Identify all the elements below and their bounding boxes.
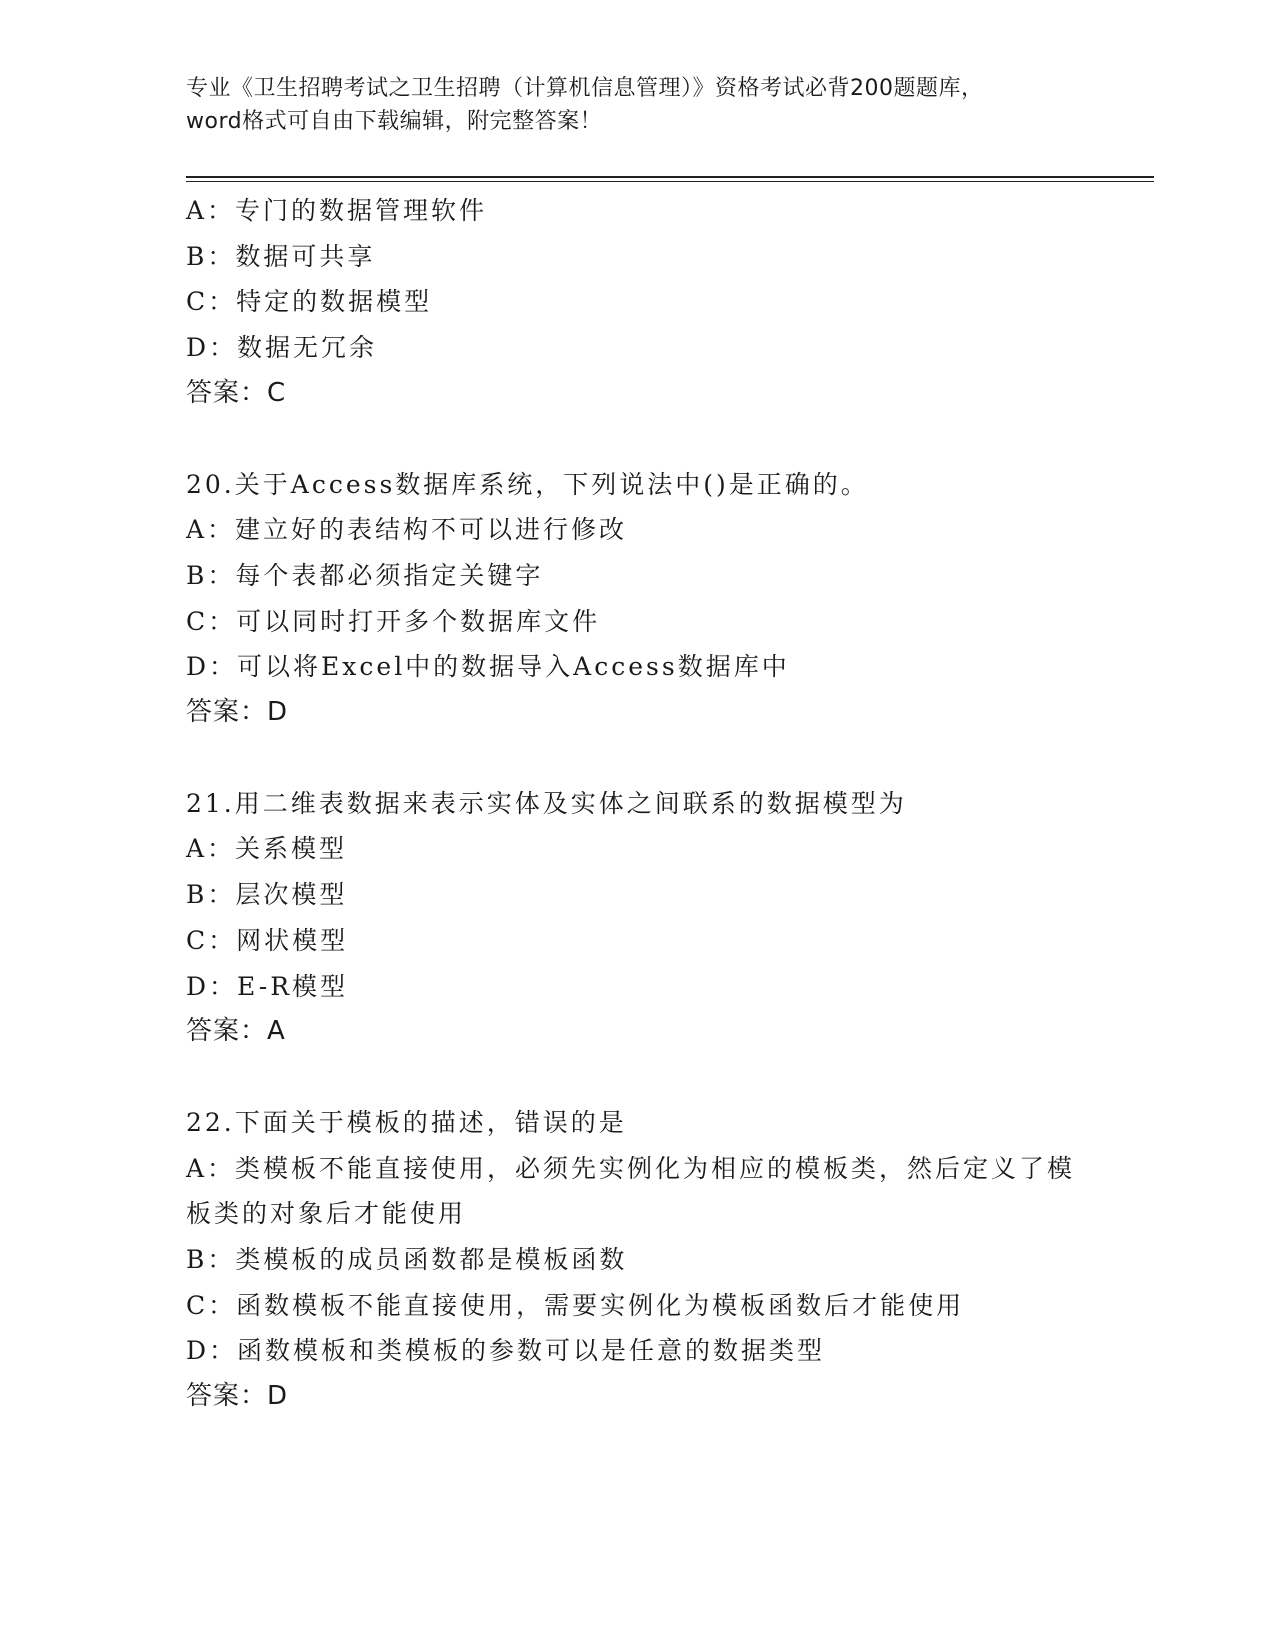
option-c: C：可以同时打开多个数据库文件 <box>186 606 601 636</box>
question-block-20 <box>186 462 1086 736</box>
spacer <box>186 417 1086 462</box>
option-c: C：函数模板不能直接使用，需要实例化为模板函数后才能使用 <box>186 1290 965 1320</box>
answer-label: 答案：C <box>186 377 287 408</box>
question-stem: 21.用二维表数据来表示实体及实体之间联系的数据模型为 <box>186 788 907 818</box>
question-list <box>186 188 1086 1420</box>
header-line-1: 专业《卫生招聘考试之卫生招聘（计算机信息管理）》资格考试必背200题题库， <box>186 76 984 101</box>
option-c: C：特定的数据模型 <box>186 287 433 317</box>
answer-label: 答案：D <box>186 697 289 728</box>
header-divider-thick <box>186 176 1154 178</box>
question-stem: 22.下面关于模板的描述，错误的是 <box>186 1107 627 1137</box>
header-line-2: word格式可自由下载编辑，附完整答案！ <box>186 109 603 134</box>
question-block-22 <box>186 1100 1086 1420</box>
option-b: B：层次模型 <box>186 880 348 910</box>
spacer <box>186 1055 1086 1100</box>
question-block-19 <box>186 188 1086 417</box>
option-a: A：建立好的表结构不可以进行修改 <box>186 515 628 545</box>
answer-label: 答案：D <box>186 1381 289 1412</box>
option-b: B：类模板的成员函数都是模板函数 <box>186 1245 628 1275</box>
question-stem: 20.关于Access数据库系统，下列说法中()是正确的。 <box>186 469 869 499</box>
header-divider-thin <box>186 181 1154 182</box>
option-b: B：每个表都必须指定关键字 <box>186 560 544 590</box>
option-c: C：网状模型 <box>186 925 349 955</box>
option-d: D：函数模板和类模板的参数可以是任意的数据类型 <box>186 1336 826 1366</box>
option-d: D：数据无冗余 <box>186 333 378 363</box>
answer-label: 答案：A <box>186 1016 286 1047</box>
option-a: A：类模板不能直接使用，必须先实例化为相应的模板类，然后定义了模板类的对象后才能使用 <box>186 1153 1076 1229</box>
document-header <box>186 72 1086 138</box>
option-a: A：专门的数据管理软件 <box>186 196 488 225</box>
option-b: B：数据可共享 <box>186 241 376 271</box>
option-d: D：E-R模型 <box>186 971 349 1001</box>
option-a: A：关系模型 <box>186 834 348 864</box>
question-block-21 <box>186 781 1086 1055</box>
spacer <box>186 736 1086 781</box>
option-d: D：可以将Excel中的数据导入Access数据库中 <box>186 652 790 682</box>
